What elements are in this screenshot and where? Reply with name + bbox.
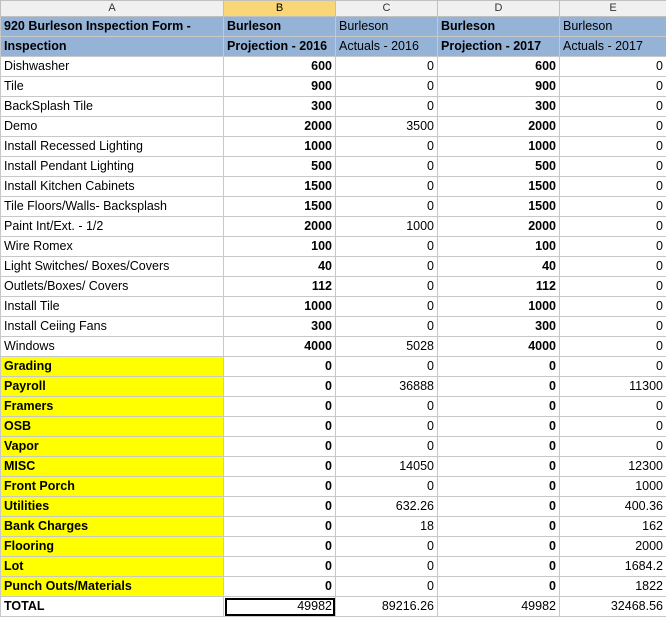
total-cell-c[interactable]: 89216.26 — [336, 597, 438, 617]
actuals-2016-cell[interactable]: 0 — [336, 197, 438, 217]
actuals-2017-cell[interactable]: 0 — [560, 217, 666, 237]
column-header-e[interactable]: E — [560, 1, 666, 17]
projection-2016-cell[interactable]: 1500 — [224, 177, 336, 197]
projection-2017-cell[interactable]: 300 — [438, 317, 560, 337]
projection-2017-cell[interactable]: 100 — [438, 237, 560, 257]
table-row — [1, 137, 666, 157]
data-rows — [1, 57, 666, 597]
projection-2016-cell[interactable]: 300 — [224, 97, 336, 117]
projection-2016-cell[interactable]: 0 — [224, 357, 336, 377]
projection-2016-cell[interactable]: 1500 — [224, 197, 336, 217]
actuals-2016-cell[interactable]: 1000 — [336, 217, 438, 237]
label-cell[interactable]: Install Pendant Lighting — [1, 157, 224, 177]
label-cell[interactable]: Outlets/Boxes/ Covers — [1, 277, 224, 297]
actuals-2017-cell[interactable]: 162 — [560, 517, 666, 537]
table-row — [1, 537, 666, 557]
table-row — [1, 457, 666, 477]
projection-2017-cell[interactable]: 0 — [438, 417, 560, 437]
projection-2017-cell[interactable]: 0 — [438, 437, 560, 457]
label-cell[interactable]: Install Kitchen Cabinets — [1, 177, 224, 197]
projection-2017-cell[interactable]: 0 — [438, 557, 560, 577]
projection-2017-cell[interactable]: 1000 — [438, 137, 560, 157]
actuals-2016-cell[interactable]: 0 — [336, 297, 438, 317]
actuals-2016-cell[interactable]: 0 — [336, 177, 438, 197]
label-cell[interactable]: Wire Romex — [1, 237, 224, 257]
label-cell[interactable]: BackSplash Tile — [1, 97, 224, 117]
label-cell[interactable]: MISC — [1, 457, 224, 477]
column-header-row — [1, 1, 666, 17]
actuals-2017-cell[interactable]: 0 — [560, 57, 666, 77]
actuals-2017-cell[interactable]: 0 — [560, 77, 666, 97]
projection-2017-cell[interactable]: 1500 — [438, 197, 560, 217]
label-cell[interactable]: Dishwasher — [1, 57, 224, 77]
label-cell[interactable]: Windows — [1, 337, 224, 357]
actuals-2016-cell[interactable]: 0 — [336, 157, 438, 177]
header-cell-b[interactable]: Burleson — [224, 17, 336, 37]
table-row — [1, 557, 666, 577]
label-cell[interactable]: Demo — [1, 117, 224, 137]
table-row — [1, 177, 666, 197]
actuals-2017-cell[interactable]: 0 — [560, 317, 666, 337]
projection-2016-cell[interactable]: 300 — [224, 317, 336, 337]
actuals-2016-cell[interactable]: 0 — [336, 97, 438, 117]
table-row — [1, 477, 666, 497]
actuals-2016-cell[interactable]: 0 — [336, 577, 438, 597]
table-row — [1, 297, 666, 317]
projection-2017-cell[interactable]: 0 — [438, 537, 560, 557]
column-header-c[interactable]: C — [336, 1, 438, 17]
table-row — [1, 257, 666, 277]
label-cell[interactable]: Bank Charges — [1, 517, 224, 537]
label-cell[interactable]: Tile Floors/Walls- Backsplash — [1, 197, 224, 217]
projection-2017-cell[interactable]: 1500 — [438, 177, 560, 197]
table-row — [1, 437, 666, 457]
actuals-2016-cell[interactable]: 0 — [336, 537, 438, 557]
label-cell[interactable]: Paint Int/Ext. - 1/2 — [1, 217, 224, 237]
projection-2017-cell[interactable]: 0 — [438, 497, 560, 517]
actuals-2017-cell[interactable]: 0 — [560, 137, 666, 157]
table-row — [1, 157, 666, 177]
projection-2017-cell[interactable]: 0 — [438, 457, 560, 477]
projection-2016-cell[interactable]: 2000 — [224, 117, 336, 137]
actuals-2016-cell[interactable]: 0 — [336, 317, 438, 337]
header-cell-e[interactable]: Actuals - 2017 — [560, 37, 666, 57]
projection-2016-cell[interactable]: 0 — [224, 557, 336, 577]
projection-2017-cell[interactable]: 900 — [438, 77, 560, 97]
table-row — [1, 217, 666, 237]
table-row — [1, 197, 666, 217]
table-row — [1, 577, 666, 597]
projection-2017-cell[interactable]: 0 — [438, 517, 560, 537]
actuals-2017-cell[interactable]: 0 — [560, 297, 666, 317]
actuals-2016-cell[interactable]: 3500 — [336, 117, 438, 137]
table-row — [1, 77, 666, 97]
table-row — [1, 497, 666, 517]
projection-2016-cell[interactable]: 600 — [224, 57, 336, 77]
projection-2016-cell[interactable]: 40 — [224, 257, 336, 277]
label-cell[interactable]: Lot — [1, 557, 224, 577]
actuals-2017-cell[interactable]: 0 — [560, 237, 666, 257]
header-row-1 — [1, 17, 666, 37]
label-cell[interactable]: Framers — [1, 397, 224, 417]
actuals-2017-cell[interactable]: 0 — [560, 197, 666, 217]
actuals-2016-cell[interactable]: 0 — [336, 357, 438, 377]
label-cell[interactable]: Payroll — [1, 377, 224, 397]
projection-2016-cell[interactable]: 0 — [224, 437, 336, 457]
actuals-2017-cell[interactable]: 0 — [560, 97, 666, 117]
actuals-2016-cell[interactable]: 0 — [336, 237, 438, 257]
projection-2017-cell[interactable]: 1000 — [438, 297, 560, 317]
header-cell-e[interactable]: Burleson — [560, 17, 666, 37]
actuals-2016-cell[interactable]: 0 — [336, 557, 438, 577]
actuals-2017-cell[interactable]: 0 — [560, 257, 666, 277]
label-cell[interactable]: Grading — [1, 357, 224, 377]
actuals-2016-cell[interactable]: 0 — [336, 277, 438, 297]
projection-2016-cell[interactable]: 0 — [224, 417, 336, 437]
header-cell-d[interactable]: Projection - 2017 — [438, 37, 560, 57]
actuals-2016-cell[interactable]: 632.26 — [336, 497, 438, 517]
label-cell[interactable]: Front Porch — [1, 477, 224, 497]
column-header-a[interactable]: A — [1, 1, 224, 17]
projection-2016-cell[interactable]: 2000 — [224, 217, 336, 237]
actuals-2016-cell[interactable]: 0 — [336, 57, 438, 77]
table-row — [1, 377, 666, 397]
actuals-2017-cell[interactable]: 0 — [560, 177, 666, 197]
total-cell-b[interactable]: 49982 — [224, 597, 336, 617]
actuals-2016-cell[interactable]: 0 — [336, 417, 438, 437]
projection-2016-cell[interactable]: 4000 — [224, 337, 336, 357]
actuals-2017-cell[interactable]: 0 — [560, 357, 666, 377]
projection-2016-cell[interactable]: 1000 — [224, 297, 336, 317]
projection-2016-cell[interactable]: 100 — [224, 237, 336, 257]
projection-2017-cell[interactable]: 0 — [438, 357, 560, 377]
table-row — [1, 57, 666, 77]
actuals-2016-cell[interactable]: 0 — [336, 257, 438, 277]
total-cell-d[interactable]: 49982 — [438, 597, 560, 617]
header-cell-d[interactable]: Burleson — [438, 17, 560, 37]
actuals-2017-cell[interactable]: 0 — [560, 157, 666, 177]
header-row-2 — [1, 37, 666, 57]
actuals-2017-cell[interactable]: 11300 — [560, 377, 666, 397]
actuals-2016-cell[interactable]: 0 — [336, 397, 438, 417]
projection-2017-cell[interactable]: 2000 — [438, 117, 560, 137]
projection-2017-cell[interactable]: 500 — [438, 157, 560, 177]
projection-2017-cell[interactable]: 600 — [438, 57, 560, 77]
label-cell[interactable]: Install Tile — [1, 297, 224, 317]
actuals-2016-cell[interactable]: 36888 — [336, 377, 438, 397]
table-row — [1, 97, 666, 117]
table-row — [1, 357, 666, 377]
projection-2016-cell[interactable]: 0 — [224, 457, 336, 477]
projection-2016-cell[interactable]: 0 — [224, 377, 336, 397]
column-header-b[interactable]: B — [224, 1, 336, 17]
projection-2017-cell[interactable]: 112 — [438, 277, 560, 297]
projection-2016-cell[interactable]: 0 — [224, 517, 336, 537]
projection-2017-cell[interactable]: 300 — [438, 97, 560, 117]
projection-2017-cell[interactable]: 2000 — [438, 217, 560, 237]
actuals-2017-cell[interactable]: 0 — [560, 417, 666, 437]
column-header-d[interactable]: D — [438, 1, 560, 17]
actuals-2017-cell[interactable]: 0 — [560, 437, 666, 457]
actuals-2017-cell[interactable]: 0 — [560, 397, 666, 417]
projection-2016-cell[interactable]: 0 — [224, 477, 336, 497]
actuals-2016-cell[interactable]: 0 — [336, 77, 438, 97]
projection-2017-cell[interactable]: 0 — [438, 377, 560, 397]
label-cell[interactable]: Install Ceiing Fans — [1, 317, 224, 337]
total-row — [1, 597, 666, 617]
projection-2017-cell[interactable]: 40 — [438, 257, 560, 277]
actuals-2017-cell[interactable]: 0 — [560, 337, 666, 357]
projection-2017-cell[interactable]: 0 — [438, 577, 560, 597]
label-cell[interactable]: Punch Outs/Materials — [1, 577, 224, 597]
projection-2016-cell[interactable]: 0 — [224, 497, 336, 517]
total-label-cell[interactable]: TOTAL — [1, 597, 224, 617]
projection-2017-cell[interactable]: 0 — [438, 477, 560, 497]
label-cell[interactable]: Install Recessed Lighting — [1, 137, 224, 157]
table-row — [1, 277, 666, 297]
projection-2016-cell[interactable]: 0 — [224, 577, 336, 597]
table-row — [1, 417, 666, 437]
actuals-2016-cell[interactable]: 0 — [336, 477, 438, 497]
label-cell[interactable]: Flooring — [1, 537, 224, 557]
total-cell-e[interactable]: 32468.56 — [560, 597, 666, 617]
projection-2016-cell[interactable]: 0 — [224, 397, 336, 417]
label-cell[interactable]: Utilities — [1, 497, 224, 517]
label-cell[interactable]: Tile — [1, 77, 224, 97]
actuals-2017-cell[interactable]: 12300 — [560, 457, 666, 477]
projection-2016-cell[interactable]: 112 — [224, 277, 336, 297]
table-row — [1, 337, 666, 357]
header-cell-a[interactable]: Inspection — [1, 37, 224, 57]
label-cell[interactable]: Light Switches/ Boxes/Covers — [1, 257, 224, 277]
actuals-2017-cell[interactable]: 1000 — [560, 477, 666, 497]
header-cell-c[interactable]: Burleson — [336, 17, 438, 37]
actuals-2016-cell[interactable]: 0 — [336, 437, 438, 457]
actuals-2017-cell[interactable]: 0 — [560, 277, 666, 297]
actuals-2017-cell[interactable]: 400.36 — [560, 497, 666, 517]
header-cell-b[interactable]: Projection - 2016 — [224, 37, 336, 57]
table-row — [1, 317, 666, 337]
projection-2016-cell[interactable]: 900 — [224, 77, 336, 97]
projection-2016-cell[interactable]: 0 — [224, 537, 336, 557]
header-cell-a[interactable]: 920 Burleson Inspection Form - — [1, 17, 224, 37]
table-row — [1, 117, 666, 137]
table-row — [1, 517, 666, 537]
label-cell[interactable]: OSB — [1, 417, 224, 437]
table-row — [1, 237, 666, 257]
actuals-2016-cell[interactable]: 0 — [336, 137, 438, 157]
projection-2017-cell[interactable]: 4000 — [438, 337, 560, 357]
actuals-2016-cell[interactable]: 18 — [336, 517, 438, 537]
projection-2017-cell[interactable]: 0 — [438, 397, 560, 417]
table-row — [1, 397, 666, 417]
actuals-2017-cell[interactable]: 1684.2 — [560, 557, 666, 577]
actuals-2016-cell[interactable]: 5028 — [336, 337, 438, 357]
header-cell-c[interactable]: Actuals - 2016 — [336, 37, 438, 57]
actuals-2017-cell[interactable]: 2000 — [560, 537, 666, 557]
projection-2016-cell[interactable]: 500 — [224, 157, 336, 177]
actuals-2017-cell[interactable]: 0 — [560, 117, 666, 137]
projection-2016-cell[interactable]: 1000 — [224, 137, 336, 157]
actuals-2017-cell[interactable]: 1822 — [560, 577, 666, 597]
label-cell[interactable]: Vapor — [1, 437, 224, 457]
actuals-2016-cell[interactable]: 14050 — [336, 457, 438, 477]
